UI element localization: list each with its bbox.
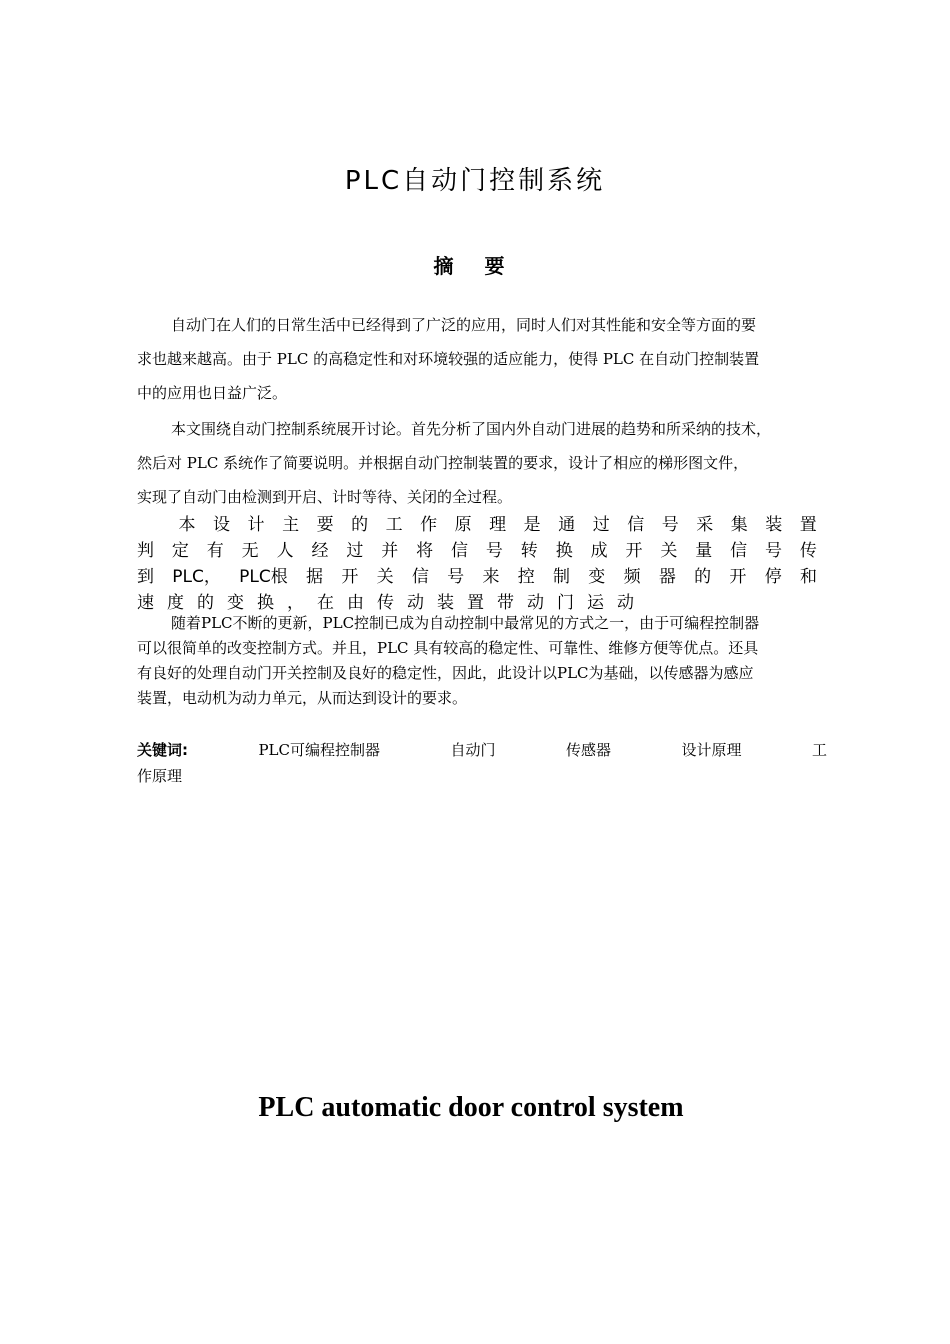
spaced-text-char: 要 xyxy=(316,515,334,535)
spaced-text-char: 过 xyxy=(592,515,610,535)
spaced-text-char: 到 xyxy=(137,567,154,587)
keywords-line xyxy=(137,737,827,763)
keyword-item: 工 xyxy=(811,741,827,759)
spaced-text-char: 通 xyxy=(558,515,576,535)
spaced-text-char: ， xyxy=(287,593,304,613)
keyword-item: 传感器 xyxy=(565,741,611,759)
spaced-text-char: 并 xyxy=(381,541,399,561)
spaced-text-char: 的 xyxy=(197,593,214,613)
paragraph-line: 然后对 PLC 系统作了简要说明。并根据自动门控制装置的要求，设计了相应的梯形图文件， xyxy=(137,454,749,472)
spaced-text-char: 号 xyxy=(661,515,679,535)
abstract-heading: 摘 要 xyxy=(433,254,517,278)
spaced-text-char: 的 xyxy=(351,515,369,535)
spaced-text-char: 换 xyxy=(555,541,573,561)
spaced-text-char: 工 xyxy=(385,515,403,535)
spaced-text-char: 动 xyxy=(527,593,544,613)
spaced-text-char: 装 xyxy=(437,593,454,613)
spaced-text-char: 人 xyxy=(276,541,294,561)
paragraph-line: 中的应用也日益广泛。 xyxy=(137,384,288,402)
spaced-text-char: 门 xyxy=(557,593,574,613)
keywords-label: 关键词: xyxy=(137,741,188,759)
spaced-text-char: 据 xyxy=(306,567,324,587)
spaced-text-char: 来 xyxy=(482,567,500,587)
abstract-paragraph-3 xyxy=(137,512,817,616)
spaced-text-char: 号 xyxy=(447,567,465,587)
spaced-text-char: 换 xyxy=(257,593,274,613)
spaced-text-char: 经 xyxy=(311,541,329,561)
keywords-continuation: 作原理 xyxy=(137,767,183,785)
spaced-text-char: 号 xyxy=(765,541,783,561)
paragraph-line: 本文围绕自动门控制系统展开讨论。首先分析了国内外自动门进展的趋势和所采纳的技术， xyxy=(171,420,772,438)
spaced-text-char: 信 xyxy=(730,541,748,561)
spaced-text-char: PLC根 xyxy=(239,567,288,587)
spaced-text-char: 开 xyxy=(625,541,643,561)
paragraph-line: 求也越来越高。由于 PLC 的高稳定性和对环境较强的适应能力，使得 PLC 在自动门控制装置 xyxy=(137,350,760,368)
spaced-text-char: 关 xyxy=(376,567,394,587)
spaced-text-char: 停 xyxy=(764,567,782,587)
abstract-paragraph-2 xyxy=(137,412,827,514)
keyword-item: 设计原理 xyxy=(681,741,742,759)
spaced-text-char: 计 xyxy=(247,515,265,535)
spaced-text-char: 变 xyxy=(588,567,606,587)
spaced-text-char: 制 xyxy=(553,567,570,587)
spaced-text-char: 的 xyxy=(694,567,712,587)
spaced-text-char: 开 xyxy=(341,567,359,587)
spaced-text-char: 运 xyxy=(587,593,604,613)
spaced-text-char: 带 xyxy=(497,593,514,613)
keywords-section xyxy=(137,737,827,789)
spaced-text-char: 理 xyxy=(489,515,507,535)
spaced-text-char: 判 xyxy=(137,541,154,561)
spaced-text-row xyxy=(137,512,817,538)
spaced-text-char: 开 xyxy=(729,567,747,587)
spaced-text-char: PLC， xyxy=(172,567,221,587)
spaced-text-char: 转 xyxy=(520,541,538,561)
spaced-text-char: 定 xyxy=(171,541,189,561)
spaced-text-char: 变 xyxy=(227,593,244,613)
spaced-text-char: 动 xyxy=(617,593,634,613)
spaced-text-char: 号 xyxy=(485,541,503,561)
spaced-text-char: 度 xyxy=(167,593,184,613)
spaced-text-char: 控 xyxy=(517,567,535,587)
spaced-text-row xyxy=(137,564,817,590)
spaced-text-char: 频 xyxy=(623,567,641,587)
spaced-text-char: 信 xyxy=(411,567,429,587)
spaced-text-char: 将 xyxy=(416,541,434,561)
paragraph-line: 可以很简单的改变控制方式。并且，PLC 具有较高的稳定性、可靠性、维修方便等优点。还具 xyxy=(137,639,759,657)
abstract-paragraph-4 xyxy=(137,611,827,711)
spaced-text-row xyxy=(137,538,817,564)
keyword-item: 自动门 xyxy=(450,741,496,759)
spaced-text-char: 原 xyxy=(454,515,472,535)
spaced-text-char: 关 xyxy=(660,541,678,561)
spaced-text-char: 本 xyxy=(178,515,196,535)
spaced-text-char: 和 xyxy=(799,567,817,587)
spaced-text-char: 无 xyxy=(241,541,259,561)
spaced-text-char: 信 xyxy=(627,515,645,535)
spaced-text-char xyxy=(137,512,161,538)
spaced-text-char: 采 xyxy=(696,515,714,535)
spaced-text-char: 置 xyxy=(799,515,817,535)
spaced-text-char: 装 xyxy=(765,515,783,535)
spaced-text-char: 集 xyxy=(730,515,748,535)
document-title-chinese: PLC自动门控制系统 xyxy=(344,166,606,196)
spaced-text-char: 设 xyxy=(213,515,231,535)
spaced-text-char: 过 xyxy=(346,541,364,561)
spaced-text-char: 传 xyxy=(377,593,394,613)
spaced-text-char: 作 xyxy=(420,515,438,535)
paragraph-line: 随着PLC不断的更新，PLC控制已成为自动控制中最常见的方式之一，由于可编程控制器 xyxy=(171,614,760,632)
spaced-text-char: 置 xyxy=(467,593,484,613)
abstract-paragraph-1 xyxy=(137,308,827,410)
spaced-text-char: 成 xyxy=(590,541,608,561)
spaced-text-char: 速 xyxy=(137,593,154,613)
spaced-text-char: 主 xyxy=(282,515,300,535)
document-title-english: PLC automatic door control system xyxy=(258,1092,684,1123)
spaced-text-char: 传 xyxy=(799,541,817,561)
spaced-text-char: 动 xyxy=(407,593,424,613)
spaced-text-char: 由 xyxy=(347,593,364,613)
paragraph-line: 自动门在人们的日常生活中已经得到了广泛的应用，同时人们对其性能和安全等方面的要 xyxy=(171,316,757,334)
spaced-text-char: 信 xyxy=(451,541,469,561)
spaced-text-char: 是 xyxy=(523,515,541,535)
paragraph-line: 有良好的处理自动门开关控制及良好的稳定性，因此，此设计以PLC为基础，以传感器为感应 xyxy=(137,664,754,682)
spaced-text-char: 有 xyxy=(206,541,224,561)
spaced-text-char: 量 xyxy=(695,541,713,561)
keyword-item: PLC可编程控制器 xyxy=(258,741,381,759)
paragraph-line: 实现了自动门由检测到开启、计时等待、关闭的全过程。 xyxy=(137,488,513,506)
paragraph-line: 装置，电动机为动力单元，从而达到设计的要求。 xyxy=(137,689,468,707)
spaced-text-char: 器 xyxy=(658,567,676,587)
spaced-text-char: 在 xyxy=(317,593,334,613)
